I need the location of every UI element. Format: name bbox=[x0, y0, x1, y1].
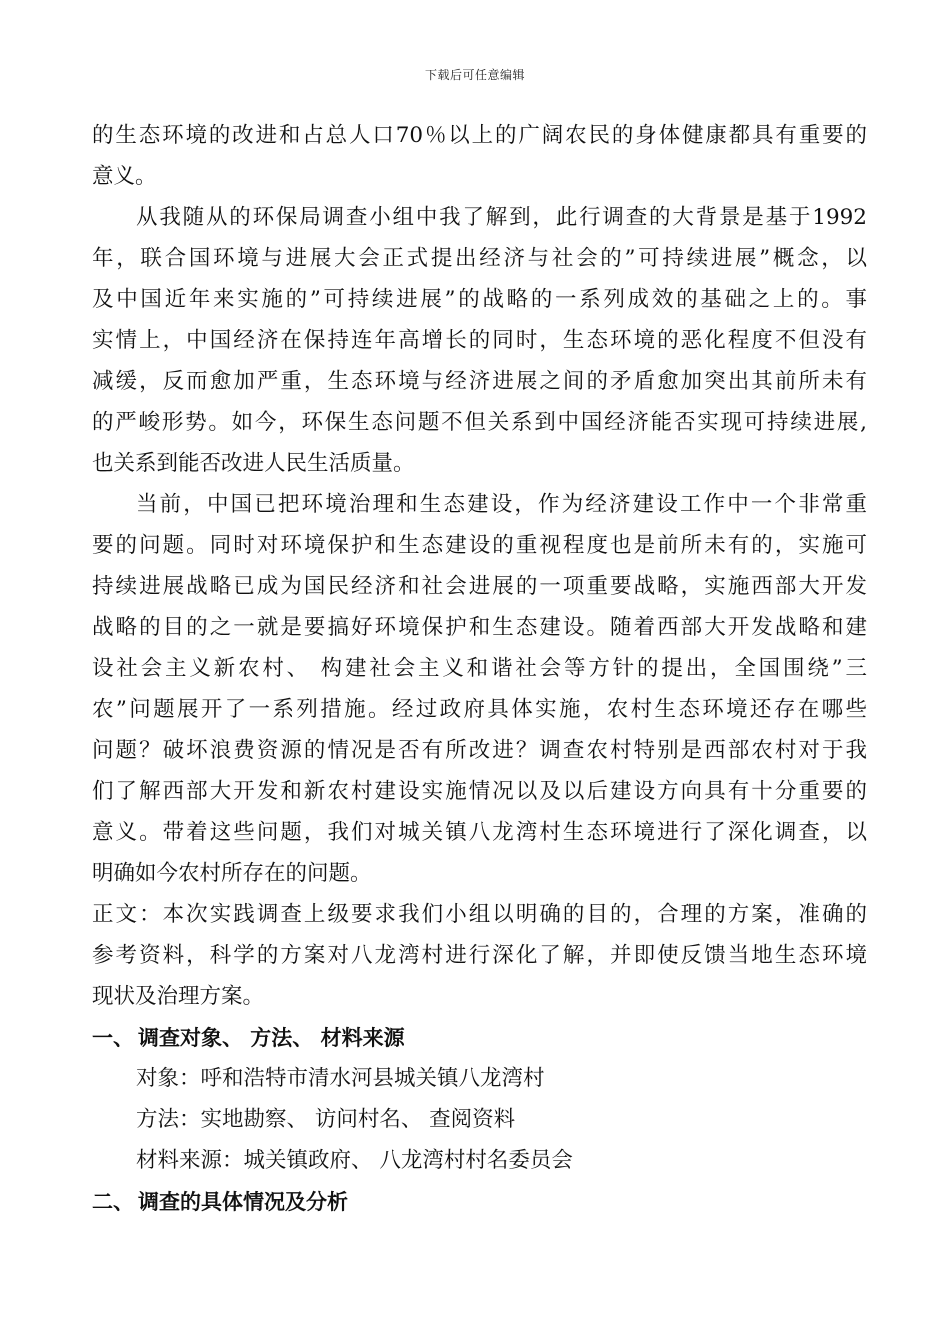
section-number: 二、 bbox=[92, 1190, 134, 1214]
paragraph-line: 意义。 bbox=[92, 164, 157, 189]
paragraph-line: 的严峻形势。如今，环保生态问题不但关系到中国经济能否实现可持续进展, bbox=[92, 410, 867, 435]
paragraph-line: 意义。带着这些问题，我们对城关镇八龙湾村生态环境进行了深化调查，以 bbox=[92, 820, 867, 845]
paragraph-line: 减缓，反而愈加严重，生态环境与经济进展之间的矛盾愈加突出其前所未有 bbox=[92, 369, 867, 394]
paragraph-line: 明确如今农村所存在的问题。 bbox=[92, 861, 372, 886]
paragraph-line: 持续进展战略已成为国民经济和社会进展的一项重要战略，实施西部大开发 bbox=[92, 574, 867, 599]
section-heading bbox=[92, 1187, 867, 1217]
header-note: 下载后可任意编辑 bbox=[424, 68, 525, 82]
paragraph-line: 们了解西部大开发和新农村建设实施情况以及以后建设方向具有十分重要的 bbox=[92, 779, 867, 804]
paragraph-line: 设社会主义新农村、 构建社会主义和谐社会等方针的提出，全国围绕”三 bbox=[92, 656, 867, 681]
paragraph-line: 农”问题展开了一系列措施。经过政府具体实施，农村生态环境还存在哪些 bbox=[92, 697, 867, 722]
paragraph-line: 的生态环境的改进和占总人口70％以上的广阔农民的身体健康都具有重要的 bbox=[92, 123, 867, 148]
paragraph-line: 及中国近年来实施的”可持续进展”的战略的一系列成效的基础之上的。事 bbox=[92, 287, 867, 312]
paragraph-line: 要的问题。同时对环境保护和生态建设的重视程度也是前所未有的，实施可 bbox=[92, 533, 867, 558]
paragraph-line: 正文：本次实践调查上级要求我们小组以明确的目的，合理的方案，准确的 bbox=[92, 902, 867, 927]
section-title: 调查对象、 方法、 材料来源 bbox=[138, 1026, 405, 1050]
paragraph-line: 战略的目的之一就是要搞好环境保护和生态建设。随着西部大开发战略和建 bbox=[92, 615, 867, 640]
paragraph-line: 年，联合国环境与进展大会正式提出经济与社会的”可持续进展”概念，以 bbox=[92, 246, 867, 271]
paragraph-line: 从我随从的环保局调查小组中我了解到，此行调查的大背景是基于1992 bbox=[136, 205, 867, 230]
paragraph-line: 也关系到能否改进人民生活质量。 bbox=[92, 451, 415, 476]
paragraph-line: 实情上，中国经济在保持连年高增长的同时，生态环境的恶化程度不但没有 bbox=[92, 328, 867, 353]
list-item: 材料来源：城关镇政府、 八龙湾村村名委员会 bbox=[136, 1148, 573, 1173]
paragraph-line: 问题？破坏浪费资源的情况是否有所改进？调查农村特别是西部农村对于我 bbox=[92, 738, 867, 763]
list-item: 方法：实地勘察、 访问村名、 查阅资料 bbox=[136, 1107, 516, 1132]
section-heading bbox=[92, 1023, 867, 1053]
section-title: 调查的具体情况及分析 bbox=[138, 1190, 348, 1214]
paragraph-line: 参考资料，科学的方案对八龙湾村进行深化了解，并即使反馈当地生态环境 bbox=[92, 943, 867, 968]
list-item: 对象：呼和浩特市清水河县城关镇八龙湾村 bbox=[136, 1066, 545, 1091]
paragraph-line: 当前，中国已把环境治理和生态建设，作为经济建设工作中一个非常重 bbox=[136, 492, 867, 517]
section-number: 一、 bbox=[92, 1026, 134, 1050]
paragraph-line: 现状及治理方案。 bbox=[92, 984, 265, 1009]
